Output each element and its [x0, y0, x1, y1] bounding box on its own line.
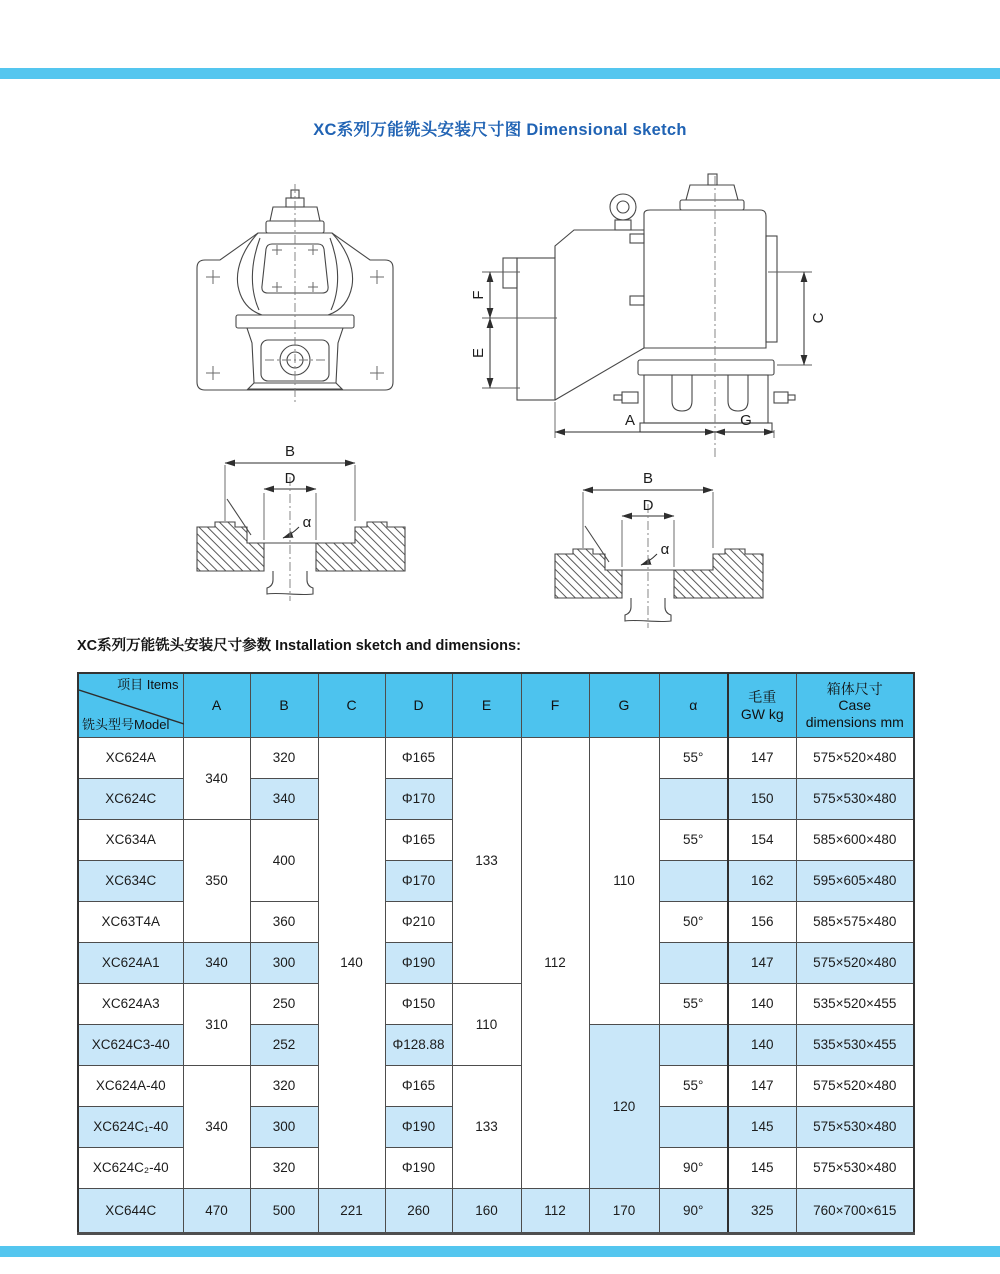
dim-label-alpha: α	[302, 514, 312, 531]
col-header-c: C	[318, 673, 385, 738]
cell-f: 112	[521, 1189, 589, 1234]
bottom-accent-bar	[0, 1246, 1000, 1257]
corner-items-label: 项目 Items	[117, 677, 179, 692]
cell-a: 470	[183, 1189, 250, 1234]
page-title: XC系列万能铣头安装尺寸图 Dimensional sketch	[313, 121, 687, 139]
section-view-left	[197, 443, 405, 601]
table-header-row	[78, 673, 914, 738]
col-header-f: F	[521, 673, 589, 738]
dim-label-a: A	[624, 412, 636, 429]
cell-gw: 162	[728, 861, 796, 902]
cell-d: Φ165	[385, 820, 452, 861]
cell-case: 575×530×480	[796, 779, 914, 820]
cell-b: 500	[250, 1189, 318, 1234]
cell-model: XC624C₂-40	[78, 1148, 183, 1189]
cell-gw: 145	[728, 1148, 796, 1189]
cell-model: XC644C	[78, 1189, 183, 1234]
cell-b: 250	[250, 984, 318, 1025]
side-view-drawing	[470, 174, 827, 460]
cell-d: Φ150	[385, 984, 452, 1025]
cell-alpha: 90°	[659, 1148, 728, 1189]
cell-case: 595×605×480	[796, 861, 914, 902]
cell-model: XC634C	[78, 861, 183, 902]
col-header-b: B	[250, 673, 318, 738]
cell-gw: 147	[728, 943, 796, 984]
cell-model: XC624C₁-40	[78, 1107, 183, 1148]
cell-alpha-empty	[659, 1107, 728, 1148]
header-corner-cell	[79, 674, 183, 737]
cell-c: 221	[318, 1189, 385, 1234]
cell-f: 112	[521, 738, 589, 1189]
case-en1-label: Case	[838, 697, 872, 714]
cell-b: 320	[250, 1066, 318, 1107]
table-row	[78, 1189, 914, 1234]
cell-alpha: 50°	[659, 902, 728, 943]
cell-model: XC624C3-40	[78, 1025, 183, 1066]
cell-g: 120	[589, 1025, 659, 1189]
col-header-a: A	[183, 673, 250, 738]
table-row	[78, 738, 914, 779]
cell-d: Φ170	[385, 779, 452, 820]
cell-model: XC624C	[78, 779, 183, 820]
top-accent-bar	[0, 68, 1000, 79]
table-row	[78, 1066, 914, 1107]
cell-c: 140	[318, 738, 385, 1189]
cell-alpha-empty	[659, 779, 728, 820]
cell-d: Φ128.88	[385, 1025, 452, 1066]
cell-d: Φ210	[385, 902, 452, 943]
cell-d: Φ165	[385, 738, 452, 779]
gw-cn-label: 毛重	[748, 689, 777, 706]
dim-label-d: D	[284, 470, 296, 487]
cell-b: 300	[250, 1107, 318, 1148]
cell-b: 340	[250, 779, 318, 820]
cell-case: 575×520×480	[796, 943, 914, 984]
cell-case: 535×530×455	[796, 1025, 914, 1066]
cell-case: 575×530×480	[796, 1148, 914, 1189]
col-header-g: G	[589, 673, 659, 738]
cell-alpha: 55°	[659, 738, 728, 779]
dimensions-table	[77, 672, 915, 1235]
dim-label-alpha: α	[660, 541, 670, 558]
cell-d: Φ170	[385, 861, 452, 902]
section-view-right	[555, 470, 763, 628]
cell-model: XC63T4A	[78, 902, 183, 943]
cell-case: 585×575×480	[796, 902, 914, 943]
cell-alpha: 55°	[659, 984, 728, 1025]
cell-case: 585×600×480	[796, 820, 914, 861]
gw-en-label: GW kg	[740, 705, 784, 722]
cell-gw: 140	[728, 1025, 796, 1066]
cell-b: 320	[250, 1148, 318, 1189]
cell-a: 340	[183, 943, 250, 984]
dim-label-f: F	[470, 290, 487, 300]
cell-a: 310	[183, 984, 250, 1066]
cell-d: Φ190	[385, 1148, 452, 1189]
cell-model: XC624A	[78, 738, 183, 779]
cell-e: 133	[452, 738, 521, 984]
dim-label-g: G	[740, 412, 752, 429]
cell-case: 535×520×455	[796, 984, 914, 1025]
cell-gw: 325	[728, 1189, 796, 1234]
cell-d: Φ190	[385, 1107, 452, 1148]
cell-b: 400	[250, 820, 318, 902]
cell-gw: 156	[728, 902, 796, 943]
cell-a: 340	[183, 1066, 250, 1189]
cell-d: Φ190	[385, 943, 452, 984]
cell-alpha: 55°	[659, 1066, 728, 1107]
cell-g: 110	[589, 738, 659, 1025]
dim-label-c: C	[810, 312, 827, 324]
cell-gw: 140	[728, 984, 796, 1025]
cell-gw: 154	[728, 820, 796, 861]
cell-case: 760×700×615	[796, 1189, 914, 1234]
cell-model: XC634A	[78, 820, 183, 861]
col-header-case	[796, 673, 914, 738]
cell-alpha-empty	[659, 861, 728, 902]
cell-e: 133	[452, 1066, 521, 1189]
cell-alpha-empty	[659, 1025, 728, 1066]
cell-gw: 147	[728, 738, 796, 779]
cell-case: 575×530×480	[796, 1107, 914, 1148]
cell-e: 160	[452, 1189, 521, 1234]
cell-case: 575×520×480	[796, 738, 914, 779]
table-row	[78, 984, 914, 1025]
cell-a: 350	[183, 820, 250, 943]
cell-alpha-empty	[659, 943, 728, 984]
cell-model: XC624A1	[78, 943, 183, 984]
col-header-gw	[728, 673, 796, 738]
cell-d: Φ165	[385, 1066, 452, 1107]
dim-label-b: B	[284, 443, 296, 460]
cell-gw: 150	[728, 779, 796, 820]
case-en2-label: dimensions mm	[805, 713, 904, 730]
cell-b: 360	[250, 902, 318, 943]
front-view-drawing	[197, 184, 393, 402]
col-header-d: D	[385, 673, 452, 738]
cell-a: 340	[183, 738, 250, 820]
cell-model: XC624A3	[78, 984, 183, 1025]
cell-e: 110	[452, 984, 521, 1066]
col-header-alpha: α	[659, 673, 728, 738]
cell-b: 300	[250, 943, 318, 984]
cell-d: 260	[385, 1189, 452, 1234]
cell-gw: 145	[728, 1107, 796, 1148]
dim-label-b: B	[642, 470, 654, 487]
cell-alpha: 55°	[659, 820, 728, 861]
cell-b: 320	[250, 738, 318, 779]
col-header-e: E	[452, 673, 521, 738]
cell-case: 575×520×480	[796, 1066, 914, 1107]
cell-b: 252	[250, 1025, 318, 1066]
cell-gw: 147	[728, 1066, 796, 1107]
case-cn-label: 箱体尺寸	[826, 681, 883, 698]
cell-model: XC624A-40	[78, 1066, 183, 1107]
corner-model-label: 铣头型号Model	[82, 717, 170, 733]
dim-label-e: E	[470, 347, 487, 359]
cell-g: 170	[589, 1189, 659, 1234]
cell-alpha: 90°	[659, 1189, 728, 1234]
dimensional-sketch	[60, 170, 940, 640]
dim-label-d: D	[642, 497, 654, 514]
table-caption: XC系列万能铣头安装尺寸参数 Installation sketch and dimensions:	[77, 638, 521, 654]
